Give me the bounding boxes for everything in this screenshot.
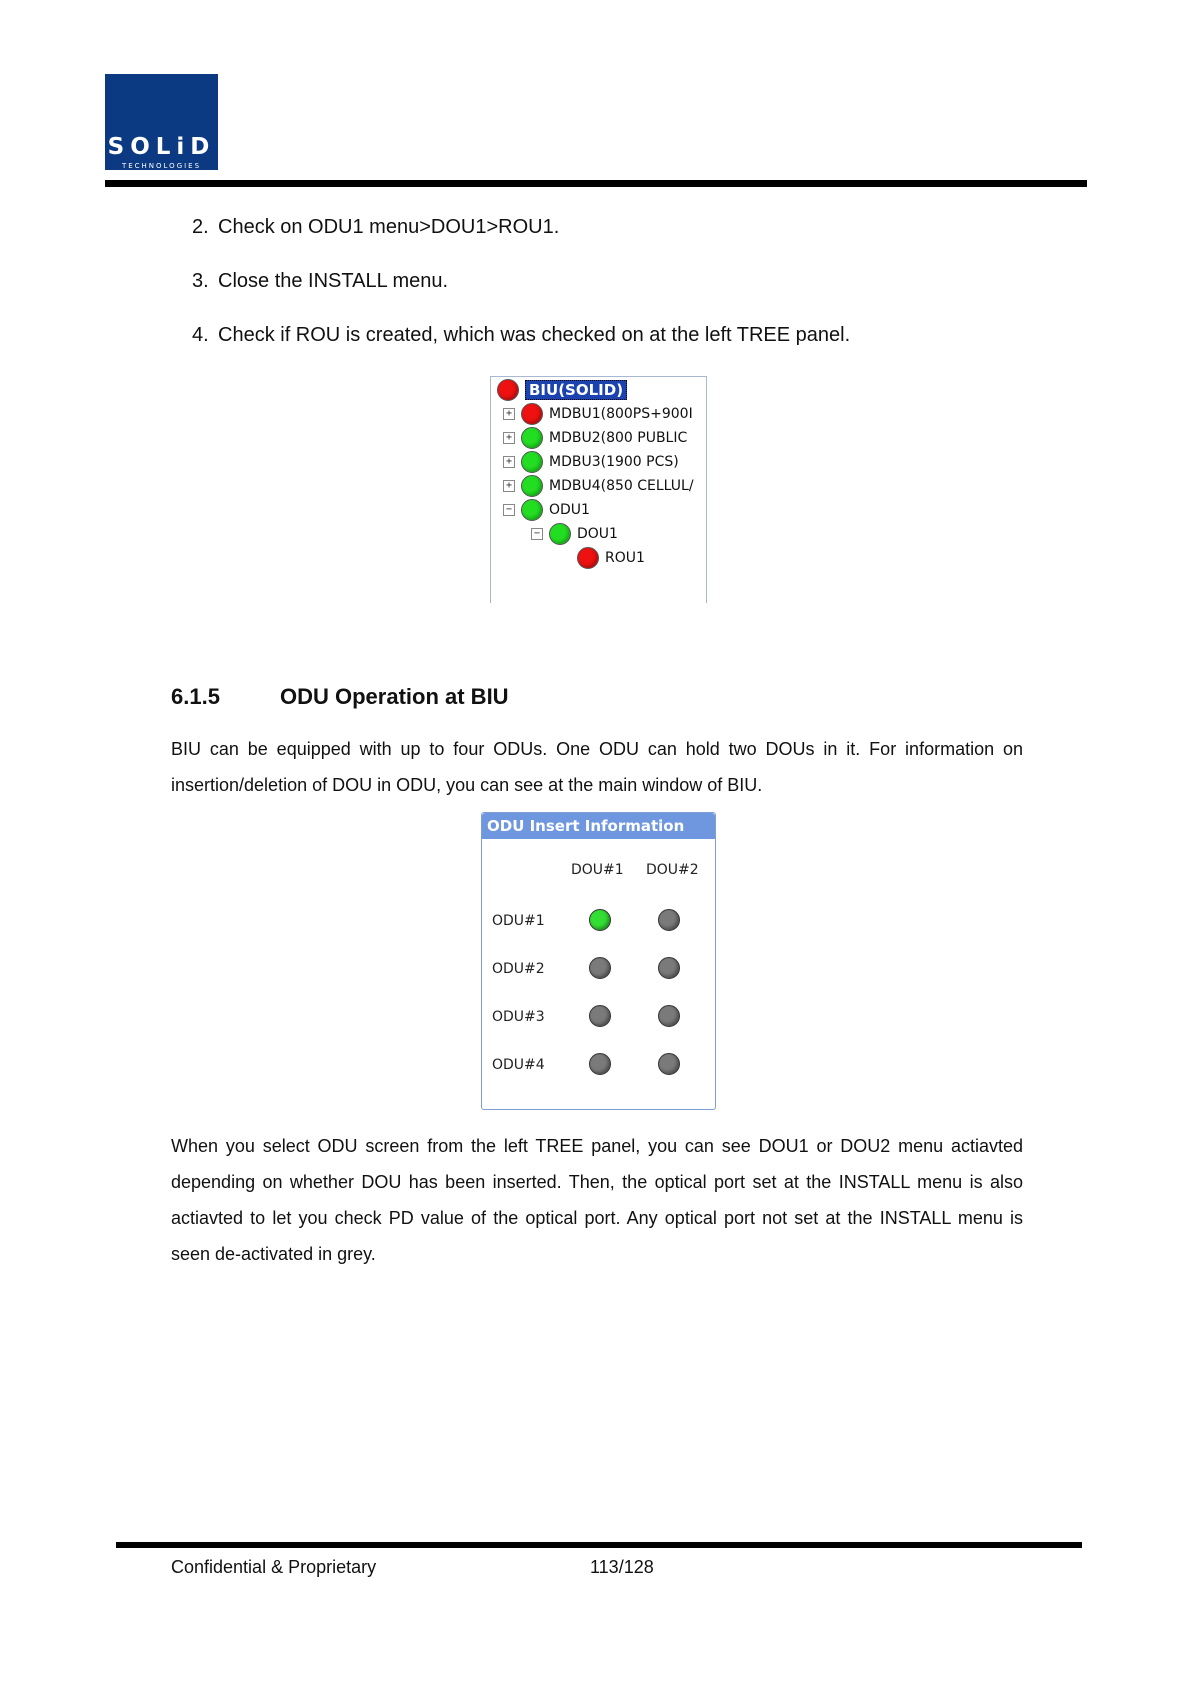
status-green-icon [521, 475, 543, 497]
odu2-dou1-led-icon [589, 957, 611, 979]
tree-node-odu1[interactable] [503, 499, 590, 521]
step-4 [192, 324, 850, 347]
step-number: 3. [192, 270, 209, 292]
tree-node-label: ODU1 [549, 502, 590, 518]
tree-node-rou1[interactable] [577, 547, 645, 569]
step-text: Check if ROU is created, which was checked on at the left TREE panel. [218, 324, 851, 346]
page-number: 113/128 [590, 1557, 654, 1577]
footer-rule [116, 1542, 1082, 1548]
tree-node-label: ROU1 [605, 550, 645, 566]
status-red-icon [521, 403, 543, 425]
column-header-dou2: DOU#2 [646, 862, 699, 878]
tree-node-root[interactable] [497, 379, 627, 401]
tree-node-mdbu3[interactable] [503, 451, 679, 473]
row-label-odu4: ODU#4 [492, 1057, 545, 1073]
tree-node-label: DOU1 [577, 526, 618, 542]
odu2-dou2-led-icon [658, 957, 680, 979]
solid-logo [105, 74, 218, 170]
tree-node-label: MDBU4(850 CELLUL/ [549, 478, 694, 494]
logo-subtext: TECHNOLOGIES [121, 162, 202, 170]
body-text: When you select ODU screen from the left TREE panel, you can see DOU1 or DOU2 menu actiavted depending on whether DOU has been inserted. Then, the optical port set at the INSTALL menu is also actiavted to let you check PD value of the optical port. Any optical port not set at the INSTALL menu is seen de-activated in grey. [171, 1136, 1023, 1264]
row-label-odu1: ODU#1 [492, 913, 545, 929]
status-green-icon [549, 523, 571, 545]
body-paragraph [171, 1128, 1023, 1272]
expand-plus-icon[interactable]: + [503, 456, 515, 468]
intro-text: BIU can be equipped with up to four ODUs. One ODU can hold two DOUs in it. For information on insertion/deletion of DOU in ODU, you can see at the main window of BIU. [171, 739, 1023, 795]
tree-node-label: MDBU2(800 PUBLIC [549, 430, 688, 446]
tree-node-mdbu2[interactable] [503, 427, 687, 449]
tree-panel-screenshot [490, 376, 707, 603]
odu4-dou1-led-icon [589, 1053, 611, 1075]
panel-title: ODU Insert Information [482, 813, 715, 839]
status-green-icon [521, 451, 543, 473]
tree-node-label: BIU(SOLID) [525, 380, 627, 400]
step-number: 4. [192, 324, 209, 346]
tree-node-dou1[interactable] [531, 523, 618, 545]
header-rule [105, 180, 1087, 187]
logo-wordmark: SOLiD [107, 134, 216, 160]
footer-confidential: Confidential & Proprietary [171, 1557, 377, 1577]
status-red-icon [577, 547, 599, 569]
odu3-dou2-led-icon [658, 1005, 680, 1027]
tree-node-label: MDBU3(1900 PCS) [549, 454, 679, 470]
collapse-minus-icon[interactable]: − [531, 528, 543, 540]
tree-node-label: MDBU1(800PS+900I [549, 406, 693, 422]
tree-node-mdbu1[interactable] [503, 403, 693, 425]
row-label-odu2: ODU#2 [492, 961, 545, 977]
row-label-odu3: ODU#3 [492, 1009, 545, 1025]
status-green-icon [521, 427, 543, 449]
odu1-dou2-led-icon [658, 909, 680, 931]
section-title: ODU Operation at BIU [280, 684, 509, 709]
step-number: 2. [192, 216, 209, 238]
odu4-dou2-led-icon [658, 1053, 680, 1075]
odu3-dou1-led-icon [589, 1005, 611, 1027]
step-text: Close the INSTALL menu. [218, 270, 449, 292]
step-text: Check on ODU1 menu>DOU1>ROU1. [218, 216, 560, 238]
odu1-dou1-led-icon [589, 909, 611, 931]
section-number: 6.1.5 [171, 684, 220, 709]
tree-node-mdbu4[interactable] [503, 475, 694, 497]
collapse-minus-icon[interactable]: − [503, 504, 515, 516]
column-header-dou1: DOU#1 [571, 862, 624, 878]
section-intro [171, 731, 1023, 803]
step-2 [192, 216, 559, 239]
status-red-icon [497, 379, 519, 401]
expand-plus-icon[interactable]: + [503, 432, 515, 444]
expand-plus-icon[interactable]: + [503, 408, 515, 420]
step-3 [192, 270, 448, 293]
status-green-icon [521, 499, 543, 521]
odu-insert-panel [481, 812, 716, 1110]
expand-plus-icon[interactable]: + [503, 480, 515, 492]
